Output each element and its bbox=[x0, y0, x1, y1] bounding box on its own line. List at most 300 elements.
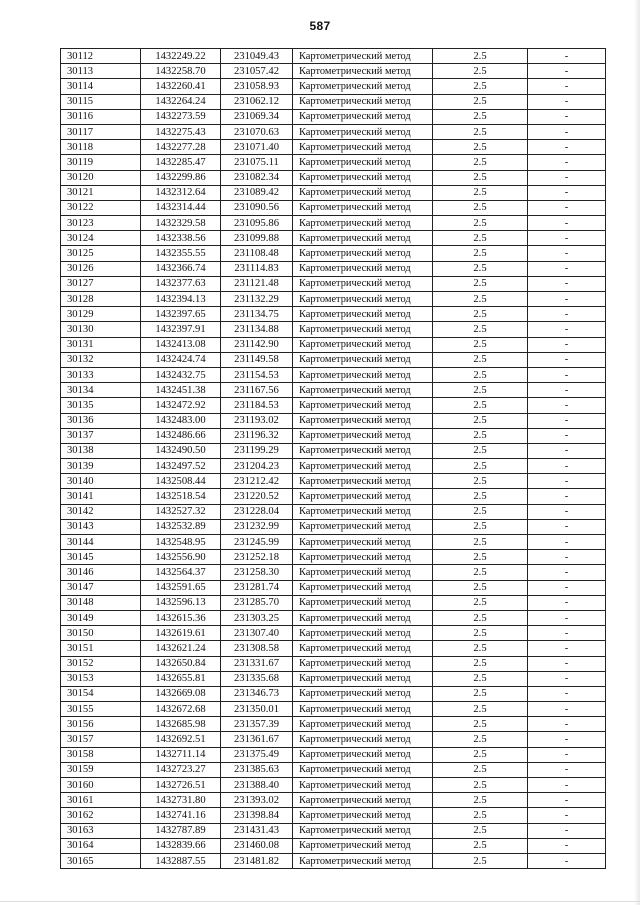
cell-x-coordinate: 1432655.81 bbox=[141, 671, 221, 686]
cell-point-number: 30112 bbox=[61, 49, 141, 64]
cell-point-number: 30142 bbox=[61, 504, 141, 519]
table-row bbox=[61, 49, 606, 64]
table-row bbox=[61, 79, 606, 94]
cell-note: - bbox=[528, 762, 606, 777]
cell-point-number: 30121 bbox=[61, 185, 141, 200]
cell-x-coordinate: 1432548.95 bbox=[141, 535, 221, 550]
cell-accuracy: 2.5 bbox=[433, 443, 528, 458]
cell-y-coordinate: 231258.30 bbox=[221, 565, 293, 580]
cell-point-number: 30131 bbox=[61, 337, 141, 352]
cell-point-number: 30158 bbox=[61, 747, 141, 762]
cell-y-coordinate: 231075.11 bbox=[221, 155, 293, 170]
cell-point-number: 30120 bbox=[61, 170, 141, 185]
cell-point-number: 30144 bbox=[61, 535, 141, 550]
table-row bbox=[61, 853, 606, 868]
cell-x-coordinate: 1432508.44 bbox=[141, 474, 221, 489]
cell-note: - bbox=[528, 747, 606, 762]
cell-note: - bbox=[528, 307, 606, 322]
cell-method: Картометрический метод bbox=[293, 778, 433, 793]
cell-note: - bbox=[528, 626, 606, 641]
cell-point-number: 30138 bbox=[61, 443, 141, 458]
cell-x-coordinate: 1432887.55 bbox=[141, 853, 221, 868]
cell-y-coordinate: 231095.86 bbox=[221, 216, 293, 231]
cell-x-coordinate: 1432518.54 bbox=[141, 489, 221, 504]
cell-y-coordinate: 231212.42 bbox=[221, 474, 293, 489]
table-row bbox=[61, 64, 606, 79]
cell-note: - bbox=[528, 276, 606, 291]
cell-x-coordinate: 1432314.44 bbox=[141, 200, 221, 215]
cell-note: - bbox=[528, 853, 606, 868]
cell-accuracy: 2.5 bbox=[433, 550, 528, 565]
cell-accuracy: 2.5 bbox=[433, 94, 528, 109]
cell-point-number: 30141 bbox=[61, 489, 141, 504]
cell-method: Картометрический метод bbox=[293, 489, 433, 504]
cell-point-number: 30160 bbox=[61, 778, 141, 793]
cell-method: Картометрический метод bbox=[293, 671, 433, 686]
cell-method: Картометрический метод bbox=[293, 823, 433, 838]
cell-method: Картометрический метод bbox=[293, 641, 433, 656]
cell-x-coordinate: 1432424.74 bbox=[141, 352, 221, 367]
cell-point-number: 30124 bbox=[61, 231, 141, 246]
cell-note: - bbox=[528, 124, 606, 139]
cell-point-number: 30118 bbox=[61, 140, 141, 155]
cell-point-number: 30164 bbox=[61, 838, 141, 853]
cell-method: Картометрический метод bbox=[293, 216, 433, 231]
cell-y-coordinate: 231303.25 bbox=[221, 610, 293, 625]
cell-y-coordinate: 231199.29 bbox=[221, 443, 293, 458]
cell-point-number: 30153 bbox=[61, 671, 141, 686]
cell-x-coordinate: 1432277.28 bbox=[141, 140, 221, 155]
cell-method: Картометрический метод bbox=[293, 307, 433, 322]
cell-x-coordinate: 1432394.13 bbox=[141, 292, 221, 307]
cell-point-number: 30116 bbox=[61, 109, 141, 124]
table-row bbox=[61, 702, 606, 717]
cell-y-coordinate: 231204.23 bbox=[221, 459, 293, 474]
cell-y-coordinate: 231196.32 bbox=[221, 428, 293, 443]
table-row bbox=[61, 383, 606, 398]
cell-x-coordinate: 1432397.65 bbox=[141, 307, 221, 322]
cell-y-coordinate: 231184.53 bbox=[221, 398, 293, 413]
cell-note: - bbox=[528, 550, 606, 565]
table-row bbox=[61, 565, 606, 580]
cell-y-coordinate: 231134.88 bbox=[221, 322, 293, 337]
cell-point-number: 30165 bbox=[61, 853, 141, 868]
cell-note: - bbox=[528, 686, 606, 701]
cell-accuracy: 2.5 bbox=[433, 504, 528, 519]
cell-point-number: 30159 bbox=[61, 762, 141, 777]
cell-method: Картометрический метод bbox=[293, 853, 433, 868]
cell-y-coordinate: 231346.73 bbox=[221, 686, 293, 701]
cell-note: - bbox=[528, 337, 606, 352]
cell-note: - bbox=[528, 292, 606, 307]
cell-accuracy: 2.5 bbox=[433, 626, 528, 641]
cell-y-coordinate: 231071.40 bbox=[221, 140, 293, 155]
cell-x-coordinate: 1432556.90 bbox=[141, 550, 221, 565]
cell-point-number: 30139 bbox=[61, 459, 141, 474]
cell-note: - bbox=[528, 155, 606, 170]
cell-point-number: 30129 bbox=[61, 307, 141, 322]
cell-y-coordinate: 231285.70 bbox=[221, 595, 293, 610]
table-row bbox=[61, 109, 606, 124]
cell-note: - bbox=[528, 595, 606, 610]
cell-method: Картометрический метод bbox=[293, 595, 433, 610]
cell-accuracy: 2.5 bbox=[433, 838, 528, 853]
cell-point-number: 30140 bbox=[61, 474, 141, 489]
cell-method: Картометрический метод bbox=[293, 124, 433, 139]
cell-accuracy: 2.5 bbox=[433, 307, 528, 322]
cell-note: - bbox=[528, 140, 606, 155]
cell-x-coordinate: 1432273.59 bbox=[141, 109, 221, 124]
cell-x-coordinate: 1432731.80 bbox=[141, 793, 221, 808]
cell-accuracy: 2.5 bbox=[433, 823, 528, 838]
cell-x-coordinate: 1432258.70 bbox=[141, 64, 221, 79]
cell-method: Картометрический метод bbox=[293, 459, 433, 474]
table-row bbox=[61, 732, 606, 747]
cell-y-coordinate: 231335.68 bbox=[221, 671, 293, 686]
cell-note: - bbox=[528, 519, 606, 534]
table-row bbox=[61, 535, 606, 550]
cell-point-number: 30156 bbox=[61, 717, 141, 732]
table-row bbox=[61, 307, 606, 322]
cell-note: - bbox=[528, 443, 606, 458]
cell-x-coordinate: 1432299.86 bbox=[141, 170, 221, 185]
cell-accuracy: 2.5 bbox=[433, 383, 528, 398]
cell-x-coordinate: 1432619.61 bbox=[141, 626, 221, 641]
cell-method: Картометрический метод bbox=[293, 383, 433, 398]
cell-y-coordinate: 231167.56 bbox=[221, 383, 293, 398]
cell-x-coordinate: 1432723.27 bbox=[141, 762, 221, 777]
cell-point-number: 30147 bbox=[61, 580, 141, 595]
cell-y-coordinate: 231121.48 bbox=[221, 276, 293, 291]
cell-accuracy: 2.5 bbox=[433, 261, 528, 276]
cell-y-coordinate: 231058.93 bbox=[221, 79, 293, 94]
cell-accuracy: 2.5 bbox=[433, 580, 528, 595]
table-row bbox=[61, 322, 606, 337]
cell-point-number: 30123 bbox=[61, 216, 141, 231]
cell-point-number: 30134 bbox=[61, 383, 141, 398]
table-row bbox=[61, 580, 606, 595]
cell-x-coordinate: 1432275.43 bbox=[141, 124, 221, 139]
cell-accuracy: 2.5 bbox=[433, 732, 528, 747]
cell-y-coordinate: 231375.49 bbox=[221, 747, 293, 762]
cell-method: Картометрический метод bbox=[293, 626, 433, 641]
table-row bbox=[61, 793, 606, 808]
cell-y-coordinate: 231350.01 bbox=[221, 702, 293, 717]
cell-method: Картометрический метод bbox=[293, 474, 433, 489]
cell-method: Картометрический метод bbox=[293, 808, 433, 823]
table-row bbox=[61, 94, 606, 109]
cell-method: Картометрический метод bbox=[293, 793, 433, 808]
cell-accuracy: 2.5 bbox=[433, 519, 528, 534]
cell-accuracy: 2.5 bbox=[433, 337, 528, 352]
cell-note: - bbox=[528, 823, 606, 838]
cell-x-coordinate: 1432615.36 bbox=[141, 610, 221, 625]
cell-accuracy: 2.5 bbox=[433, 276, 528, 291]
cell-note: - bbox=[528, 656, 606, 671]
cell-x-coordinate: 1432497.52 bbox=[141, 459, 221, 474]
cell-x-coordinate: 1432355.55 bbox=[141, 246, 221, 261]
cell-y-coordinate: 231220.52 bbox=[221, 489, 293, 504]
cell-method: Картометрический метод bbox=[293, 49, 433, 64]
cell-accuracy: 2.5 bbox=[433, 671, 528, 686]
cell-note: - bbox=[528, 808, 606, 823]
cell-accuracy: 2.5 bbox=[433, 793, 528, 808]
cell-x-coordinate: 1432669.08 bbox=[141, 686, 221, 701]
cell-method: Картометрический метод bbox=[293, 838, 433, 853]
cell-accuracy: 2.5 bbox=[433, 124, 528, 139]
cell-point-number: 30152 bbox=[61, 656, 141, 671]
cell-accuracy: 2.5 bbox=[433, 170, 528, 185]
cell-y-coordinate: 231398.84 bbox=[221, 808, 293, 823]
cell-point-number: 30126 bbox=[61, 261, 141, 276]
cell-y-coordinate: 231142.90 bbox=[221, 337, 293, 352]
cell-point-number: 30122 bbox=[61, 200, 141, 215]
cell-accuracy: 2.5 bbox=[433, 641, 528, 656]
cell-x-coordinate: 1432650.84 bbox=[141, 656, 221, 671]
cell-point-number: 30145 bbox=[61, 550, 141, 565]
cell-point-number: 30132 bbox=[61, 352, 141, 367]
table-row bbox=[61, 474, 606, 489]
cell-y-coordinate: 231393.02 bbox=[221, 793, 293, 808]
table-row bbox=[61, 428, 606, 443]
cell-accuracy: 2.5 bbox=[433, 398, 528, 413]
cell-y-coordinate: 231357.39 bbox=[221, 717, 293, 732]
cell-accuracy: 2.5 bbox=[433, 413, 528, 428]
table-row bbox=[61, 519, 606, 534]
cell-y-coordinate: 231057.42 bbox=[221, 64, 293, 79]
cell-method: Картометрический метод bbox=[293, 732, 433, 747]
cell-accuracy: 2.5 bbox=[433, 155, 528, 170]
cell-note: - bbox=[528, 367, 606, 382]
table-row bbox=[61, 671, 606, 686]
cell-x-coordinate: 1432564.37 bbox=[141, 565, 221, 580]
table-body bbox=[61, 49, 606, 869]
cell-method: Картометрический метод bbox=[293, 747, 433, 762]
cell-x-coordinate: 1432472.92 bbox=[141, 398, 221, 413]
cell-accuracy: 2.5 bbox=[433, 216, 528, 231]
cell-x-coordinate: 1432787.89 bbox=[141, 823, 221, 838]
cell-y-coordinate: 231082.34 bbox=[221, 170, 293, 185]
cell-y-coordinate: 231228.04 bbox=[221, 504, 293, 519]
cell-note: - bbox=[528, 702, 606, 717]
cell-point-number: 30127 bbox=[61, 276, 141, 291]
cell-x-coordinate: 1432672.68 bbox=[141, 702, 221, 717]
cell-y-coordinate: 231385.63 bbox=[221, 762, 293, 777]
cell-y-coordinate: 231089.42 bbox=[221, 185, 293, 200]
table-row bbox=[61, 717, 606, 732]
cell-method: Картометрический метод bbox=[293, 94, 433, 109]
cell-note: - bbox=[528, 185, 606, 200]
cell-note: - bbox=[528, 732, 606, 747]
cell-x-coordinate: 1432285.47 bbox=[141, 155, 221, 170]
cell-accuracy: 2.5 bbox=[433, 565, 528, 580]
cell-accuracy: 2.5 bbox=[433, 853, 528, 868]
cell-x-coordinate: 1432692.51 bbox=[141, 732, 221, 747]
cell-accuracy: 2.5 bbox=[433, 79, 528, 94]
cell-y-coordinate: 231069.34 bbox=[221, 109, 293, 124]
cell-note: - bbox=[528, 109, 606, 124]
cell-x-coordinate: 1432260.41 bbox=[141, 79, 221, 94]
cell-y-coordinate: 231108.48 bbox=[221, 246, 293, 261]
cell-x-coordinate: 1432527.32 bbox=[141, 504, 221, 519]
table-row bbox=[61, 261, 606, 276]
cell-y-coordinate: 231431.43 bbox=[221, 823, 293, 838]
cell-x-coordinate: 1432532.89 bbox=[141, 519, 221, 534]
table-row bbox=[61, 155, 606, 170]
cell-method: Картометрический метод bbox=[293, 200, 433, 215]
cell-y-coordinate: 231134.75 bbox=[221, 307, 293, 322]
table-row bbox=[61, 823, 606, 838]
cell-x-coordinate: 1432596.13 bbox=[141, 595, 221, 610]
cell-x-coordinate: 1432726.51 bbox=[141, 778, 221, 793]
table-row bbox=[61, 367, 606, 382]
cell-note: - bbox=[528, 474, 606, 489]
cell-x-coordinate: 1432312.64 bbox=[141, 185, 221, 200]
cell-method: Картометрический метод bbox=[293, 337, 433, 352]
table-row bbox=[61, 443, 606, 458]
cell-note: - bbox=[528, 64, 606, 79]
cell-y-coordinate: 231388.40 bbox=[221, 778, 293, 793]
cell-y-coordinate: 231154.53 bbox=[221, 367, 293, 382]
cell-y-coordinate: 231232.99 bbox=[221, 519, 293, 534]
cell-y-coordinate: 231308.58 bbox=[221, 641, 293, 656]
table-row bbox=[61, 595, 606, 610]
cell-method: Картометрический метод bbox=[293, 535, 433, 550]
cell-note: - bbox=[528, 641, 606, 656]
cell-note: - bbox=[528, 79, 606, 94]
cell-point-number: 30128 bbox=[61, 292, 141, 307]
cell-y-coordinate: 231331.67 bbox=[221, 656, 293, 671]
cell-accuracy: 2.5 bbox=[433, 246, 528, 261]
cell-x-coordinate: 1432685.98 bbox=[141, 717, 221, 732]
cell-accuracy: 2.5 bbox=[433, 610, 528, 625]
cell-method: Картометрический метод bbox=[293, 717, 433, 732]
cell-point-number: 30162 bbox=[61, 808, 141, 823]
cell-method: Картометрический метод bbox=[293, 443, 433, 458]
cell-point-number: 30157 bbox=[61, 732, 141, 747]
scan-edge-shadow bbox=[634, 0, 640, 905]
cell-x-coordinate: 1432329.58 bbox=[141, 216, 221, 231]
cell-method: Картометрический метод bbox=[293, 246, 433, 261]
table-row bbox=[61, 550, 606, 565]
cell-method: Картометрический метод bbox=[293, 292, 433, 307]
table-row bbox=[61, 610, 606, 625]
cell-accuracy: 2.5 bbox=[433, 778, 528, 793]
cell-note: - bbox=[528, 413, 606, 428]
cell-method: Картометрический метод bbox=[293, 702, 433, 717]
table-row bbox=[61, 838, 606, 853]
cell-method: Картометрический метод bbox=[293, 398, 433, 413]
cell-point-number: 30119 bbox=[61, 155, 141, 170]
cell-point-number: 30117 bbox=[61, 124, 141, 139]
table-row bbox=[61, 337, 606, 352]
cell-method: Картометрический метод bbox=[293, 550, 433, 565]
cell-method: Картометрический метод bbox=[293, 185, 433, 200]
page-number: 587 bbox=[309, 19, 331, 33]
cell-accuracy: 2.5 bbox=[433, 49, 528, 64]
cell-point-number: 30143 bbox=[61, 519, 141, 534]
cell-method: Картометрический метод bbox=[293, 656, 433, 671]
cell-note: - bbox=[528, 459, 606, 474]
cell-method: Картометрический метод bbox=[293, 64, 433, 79]
cell-note: - bbox=[528, 535, 606, 550]
cell-point-number: 30150 bbox=[61, 626, 141, 641]
table-row bbox=[61, 231, 606, 246]
cell-note: - bbox=[528, 231, 606, 246]
cell-x-coordinate: 1432483.00 bbox=[141, 413, 221, 428]
cell-point-number: 30135 bbox=[61, 398, 141, 413]
cell-accuracy: 2.5 bbox=[433, 200, 528, 215]
cell-method: Картометрический метод bbox=[293, 79, 433, 94]
cell-x-coordinate: 1432249.22 bbox=[141, 49, 221, 64]
table-row bbox=[61, 686, 606, 701]
cell-note: - bbox=[528, 717, 606, 732]
cell-x-coordinate: 1432741.16 bbox=[141, 808, 221, 823]
table-row bbox=[61, 641, 606, 656]
table-row bbox=[61, 489, 606, 504]
cell-method: Картометрический метод bbox=[293, 367, 433, 382]
cell-x-coordinate: 1432366.74 bbox=[141, 261, 221, 276]
table-row bbox=[61, 459, 606, 474]
cell-point-number: 30146 bbox=[61, 565, 141, 580]
table-row bbox=[61, 747, 606, 762]
cell-note: - bbox=[528, 793, 606, 808]
table-row bbox=[61, 413, 606, 428]
cell-x-coordinate: 1432432.75 bbox=[141, 367, 221, 382]
cell-y-coordinate: 231245.99 bbox=[221, 535, 293, 550]
cell-y-coordinate: 231281.74 bbox=[221, 580, 293, 595]
cell-note: - bbox=[528, 383, 606, 398]
cell-accuracy: 2.5 bbox=[433, 762, 528, 777]
cell-note: - bbox=[528, 428, 606, 443]
cell-note: - bbox=[528, 565, 606, 580]
cell-note: - bbox=[528, 504, 606, 519]
cell-method: Картометрический метод bbox=[293, 155, 433, 170]
table-row bbox=[61, 808, 606, 823]
cell-point-number: 30163 bbox=[61, 823, 141, 838]
cell-point-number: 30149 bbox=[61, 610, 141, 625]
cell-accuracy: 2.5 bbox=[433, 459, 528, 474]
cell-point-number: 30133 bbox=[61, 367, 141, 382]
cell-y-coordinate: 231193.02 bbox=[221, 413, 293, 428]
cell-method: Картометрический метод bbox=[293, 686, 433, 701]
cell-point-number: 30151 bbox=[61, 641, 141, 656]
cell-accuracy: 2.5 bbox=[433, 367, 528, 382]
cell-method: Картометрический метод bbox=[293, 762, 433, 777]
cell-method: Картометрический метод bbox=[293, 322, 433, 337]
cell-point-number: 30114 bbox=[61, 79, 141, 94]
cell-y-coordinate: 231099.88 bbox=[221, 231, 293, 246]
table-row bbox=[61, 170, 606, 185]
cell-accuracy: 2.5 bbox=[433, 185, 528, 200]
cell-point-number: 30113 bbox=[61, 64, 141, 79]
cell-point-number: 30161 bbox=[61, 793, 141, 808]
cell-accuracy: 2.5 bbox=[433, 535, 528, 550]
cell-method: Картометрический метод bbox=[293, 261, 433, 276]
cell-point-number: 30155 bbox=[61, 702, 141, 717]
cell-note: - bbox=[528, 671, 606, 686]
cell-note: - bbox=[528, 200, 606, 215]
table-row bbox=[61, 292, 606, 307]
cell-note: - bbox=[528, 489, 606, 504]
table-row bbox=[61, 778, 606, 793]
cell-note: - bbox=[528, 94, 606, 109]
cell-y-coordinate: 231062.12 bbox=[221, 94, 293, 109]
cell-accuracy: 2.5 bbox=[433, 686, 528, 701]
cell-accuracy: 2.5 bbox=[433, 595, 528, 610]
cell-note: - bbox=[528, 398, 606, 413]
cell-method: Картометрический метод bbox=[293, 231, 433, 246]
